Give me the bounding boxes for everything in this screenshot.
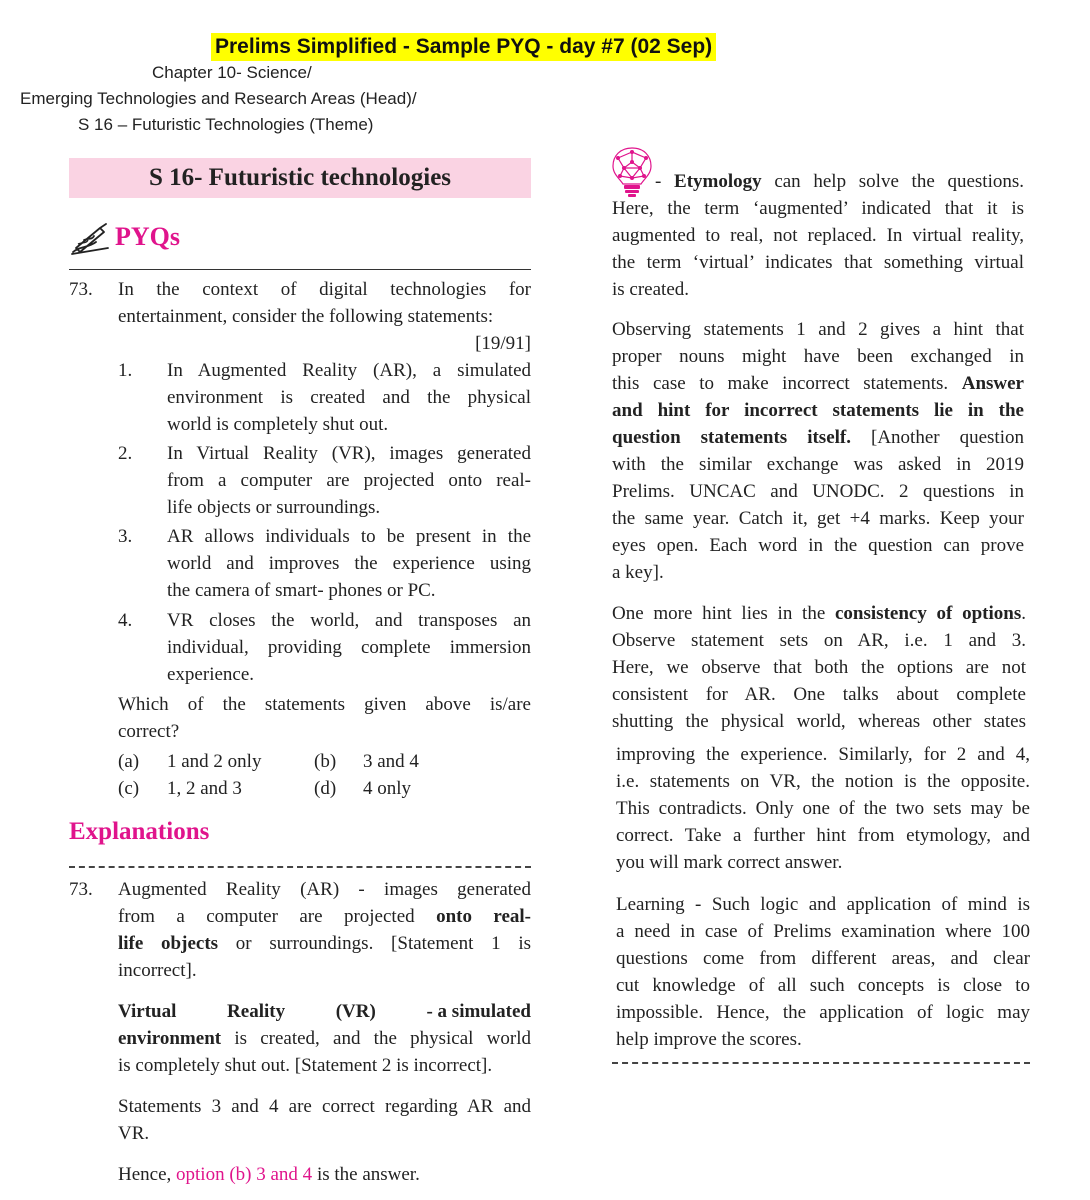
statement-number: 2. [118,443,133,464]
right-text-line: i.e. statements on VR, the notion is the opposite. [616,771,1030,792]
section-banner [69,158,531,198]
right-text-line: proper nouns might have been exchanged in [612,346,1024,367]
statement-line: In Virtual Reality (VR), images generated [167,443,531,464]
statement-line: experience. [167,664,255,685]
dashed-divider [612,1062,1030,1064]
option-label: (c) [118,778,140,799]
statement-line: world is completely shut out. [167,414,389,435]
explanation-number: 73. [69,879,93,900]
section-title: S 16- Futuristic technologies [148,164,452,191]
right-text-line: help improve the scores. [616,1029,802,1050]
explanation-line: from a computer are projected onto real- [118,906,531,927]
statement-line: the camera of smart- phones or PC. [167,580,436,601]
statement-line: individual, providing complete immersion [167,637,531,658]
right-text-line: This contradicts. Only one of the two sets may be [616,798,1030,819]
statement-number: 1. [118,360,133,381]
option-text: 4 only [363,778,412,799]
question-ask-line: correct? [118,721,180,742]
right-text-line: cut knowledge of all such concepts is close to [616,975,1030,996]
explanation-answer-line: Hence, option (b) 3 and 4 is the answer. [118,1164,420,1185]
option-text: 3 and 4 [363,751,419,772]
statement-number: 3. [118,526,133,547]
option-text: 1 and 2 only [167,751,262,772]
right-text-line: eyes open. Each word in the question can prove [612,535,1024,556]
option-label: (a) [118,751,140,772]
option-label: (d) [314,778,337,799]
right-text-line: this case to make incorrect statements. Answer [612,373,1024,394]
right-text-line: - Etymology can help solve the questions. [655,171,1024,192]
right-text-line: impossible. Hence, the application of logic may [616,1002,1030,1023]
right-text-line: consistent for AR. One talks about complete [612,684,1026,705]
explanation-line: life objects or surroundings. [Statement 1 is [118,933,531,954]
right-text-line: Observing statements 1 and 2 gives a hint that [612,319,1024,340]
statement-line: VR closes the world, and transposes an [167,610,531,631]
explanation-line: is completely shut out. [Statement 2 is incorrect]. [118,1055,493,1076]
explanation-line: incorrect]. [118,960,197,981]
header-head: Emerging Technologies and Research Areas (Head)/ [20,89,417,108]
statement-line: from a computer are projected onto real- [167,470,531,491]
right-text-line: you will mark correct answer. [616,852,843,873]
right-text-line: Prelims. UNCAC and UNODC. 2 questions in [612,481,1024,502]
right-text-line: a key]. [612,562,664,583]
explanation-line: VR. [118,1123,150,1144]
right-text-line: the same year. Catch it, get +4 marks. Keep your [612,508,1024,529]
pyqs-heading: PYQs [115,222,180,251]
divider [69,269,531,270]
statement-line: life objects or surroundings. [167,497,381,518]
right-text-line: the term ‘virtual’ indicates that something virtual [612,252,1024,273]
statement-line: AR allows individuals to be present in the [167,526,531,547]
right-text-line: shutting the physical world, whereas other states [612,711,1026,732]
lightbulb-network-icon [610,146,654,198]
explanation-line: environment is created, and the physical world [118,1028,531,1049]
explanations-heading: Explanations [69,818,210,845]
option-text: 1, 2 and 3 [167,778,242,799]
right-text-line: improving the experience. Similarly, for 2 and 4, [616,744,1030,765]
statement-line: environment is created and the physical [167,387,531,408]
question-ask-line: Which of the statements given above is/are [118,694,531,715]
right-text-line: a need in case of Prelims examination where 100 [616,921,1030,942]
statement-line: world and improves the experience using [167,553,531,574]
right-text-line: Observe statement sets on AR, i.e. 1 and 3. [612,630,1026,651]
right-text-line: and hint for incorrect statements lie in the [612,400,1024,421]
question-stem-line: entertainment, consider the following statements: [118,306,494,327]
statement-line: In Augmented Reality (AR), a simulated [167,360,531,381]
right-text-line: questions come from different areas, and clear [616,948,1030,969]
header-theme: S 16 – Futuristic Technologies (Theme) [78,115,374,134]
right-text-line: augmented to real, not replaced. In virtual reality, [612,225,1024,246]
right-text-line: question statements itself. [Another question [612,427,1024,448]
right-text-line: One more hint lies in the consistency of options. [612,603,1026,624]
right-text-line: is created. [612,279,690,300]
right-text-line: Learning - Such logic and application of mind is [616,894,1030,915]
dashed-divider [69,866,531,868]
right-text-line: correct. Take a further hint from etymology, and [616,825,1030,846]
question-stem-line: In the context of digital technologies for [118,279,531,300]
explanation-line: Augmented Reality (AR) - images generated [118,879,531,900]
question-number: 73. [69,279,93,300]
pen-hand-icon [70,222,110,256]
right-text-line: Here, we observe that both the options are not [612,657,1026,678]
explanation-line: Statements 3 and 4 are correct regarding AR and [118,1096,531,1117]
right-text-line: Here, the term ‘augmented’ indicated that it is [612,198,1024,219]
explanation-line: Virtual Reality (VR) - a simulated [118,1001,531,1022]
page-header-title: Prelims Simplified - Sample PYQ - day #7 (02 Sep) [211,33,716,61]
option-label: (b) [314,751,337,772]
question-reference: [19/91] [475,333,531,354]
header-chapter: Chapter 10- Science/ [152,63,312,82]
statement-number: 4. [118,610,133,631]
right-text-line: with the similar exchange was asked in 2019 [612,454,1024,475]
